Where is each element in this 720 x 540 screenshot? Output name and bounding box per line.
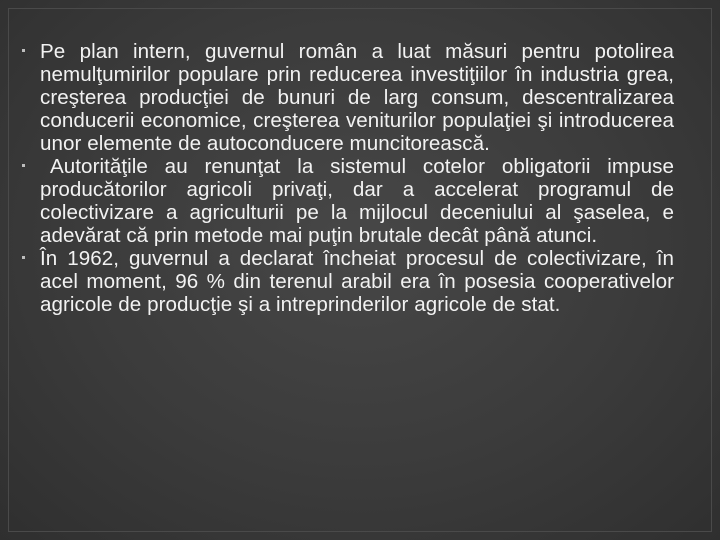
bullet-text: Pe plan intern, guvernul român a luat măsuri pentru potolirea nemulţumirilor populare prin reducerea investiţiilor în industria grea, creşterea producţiei de bunuri de larg consum, descentralizarea conducerii economice, creşterea veniturilor populaţiei şi introducerea unor elemente de autoconducere muncitorească.	[40, 40, 674, 155]
bullet-text: Autorităţile au renunţat la sistemul cotelor obligatorii impuse producătorilor agricoli privaţi, dar a accelerat programul de colectivizare a agriculturii pe la mijlocul deceniului al şaselea, e adevărat că prin metode mai puţin brutale decât până atunci.	[40, 155, 674, 247]
bullet-item	[0, 155, 720, 247]
bullet-item	[0, 40, 720, 155]
bullet-list	[0, 40, 720, 316]
bullet-text: În 1962, guvernul a declarat încheiat procesul de colectivizare, în acel moment, 96 % din terenul arabil era în posesia cooperativelor agricole de producţie şi a intreprinderilor agricole de stat.	[40, 247, 674, 316]
square-bullet-icon	[22, 49, 25, 52]
square-bullet-icon	[22, 256, 25, 259]
bullet-item	[0, 247, 720, 316]
square-bullet-icon	[22, 164, 25, 167]
